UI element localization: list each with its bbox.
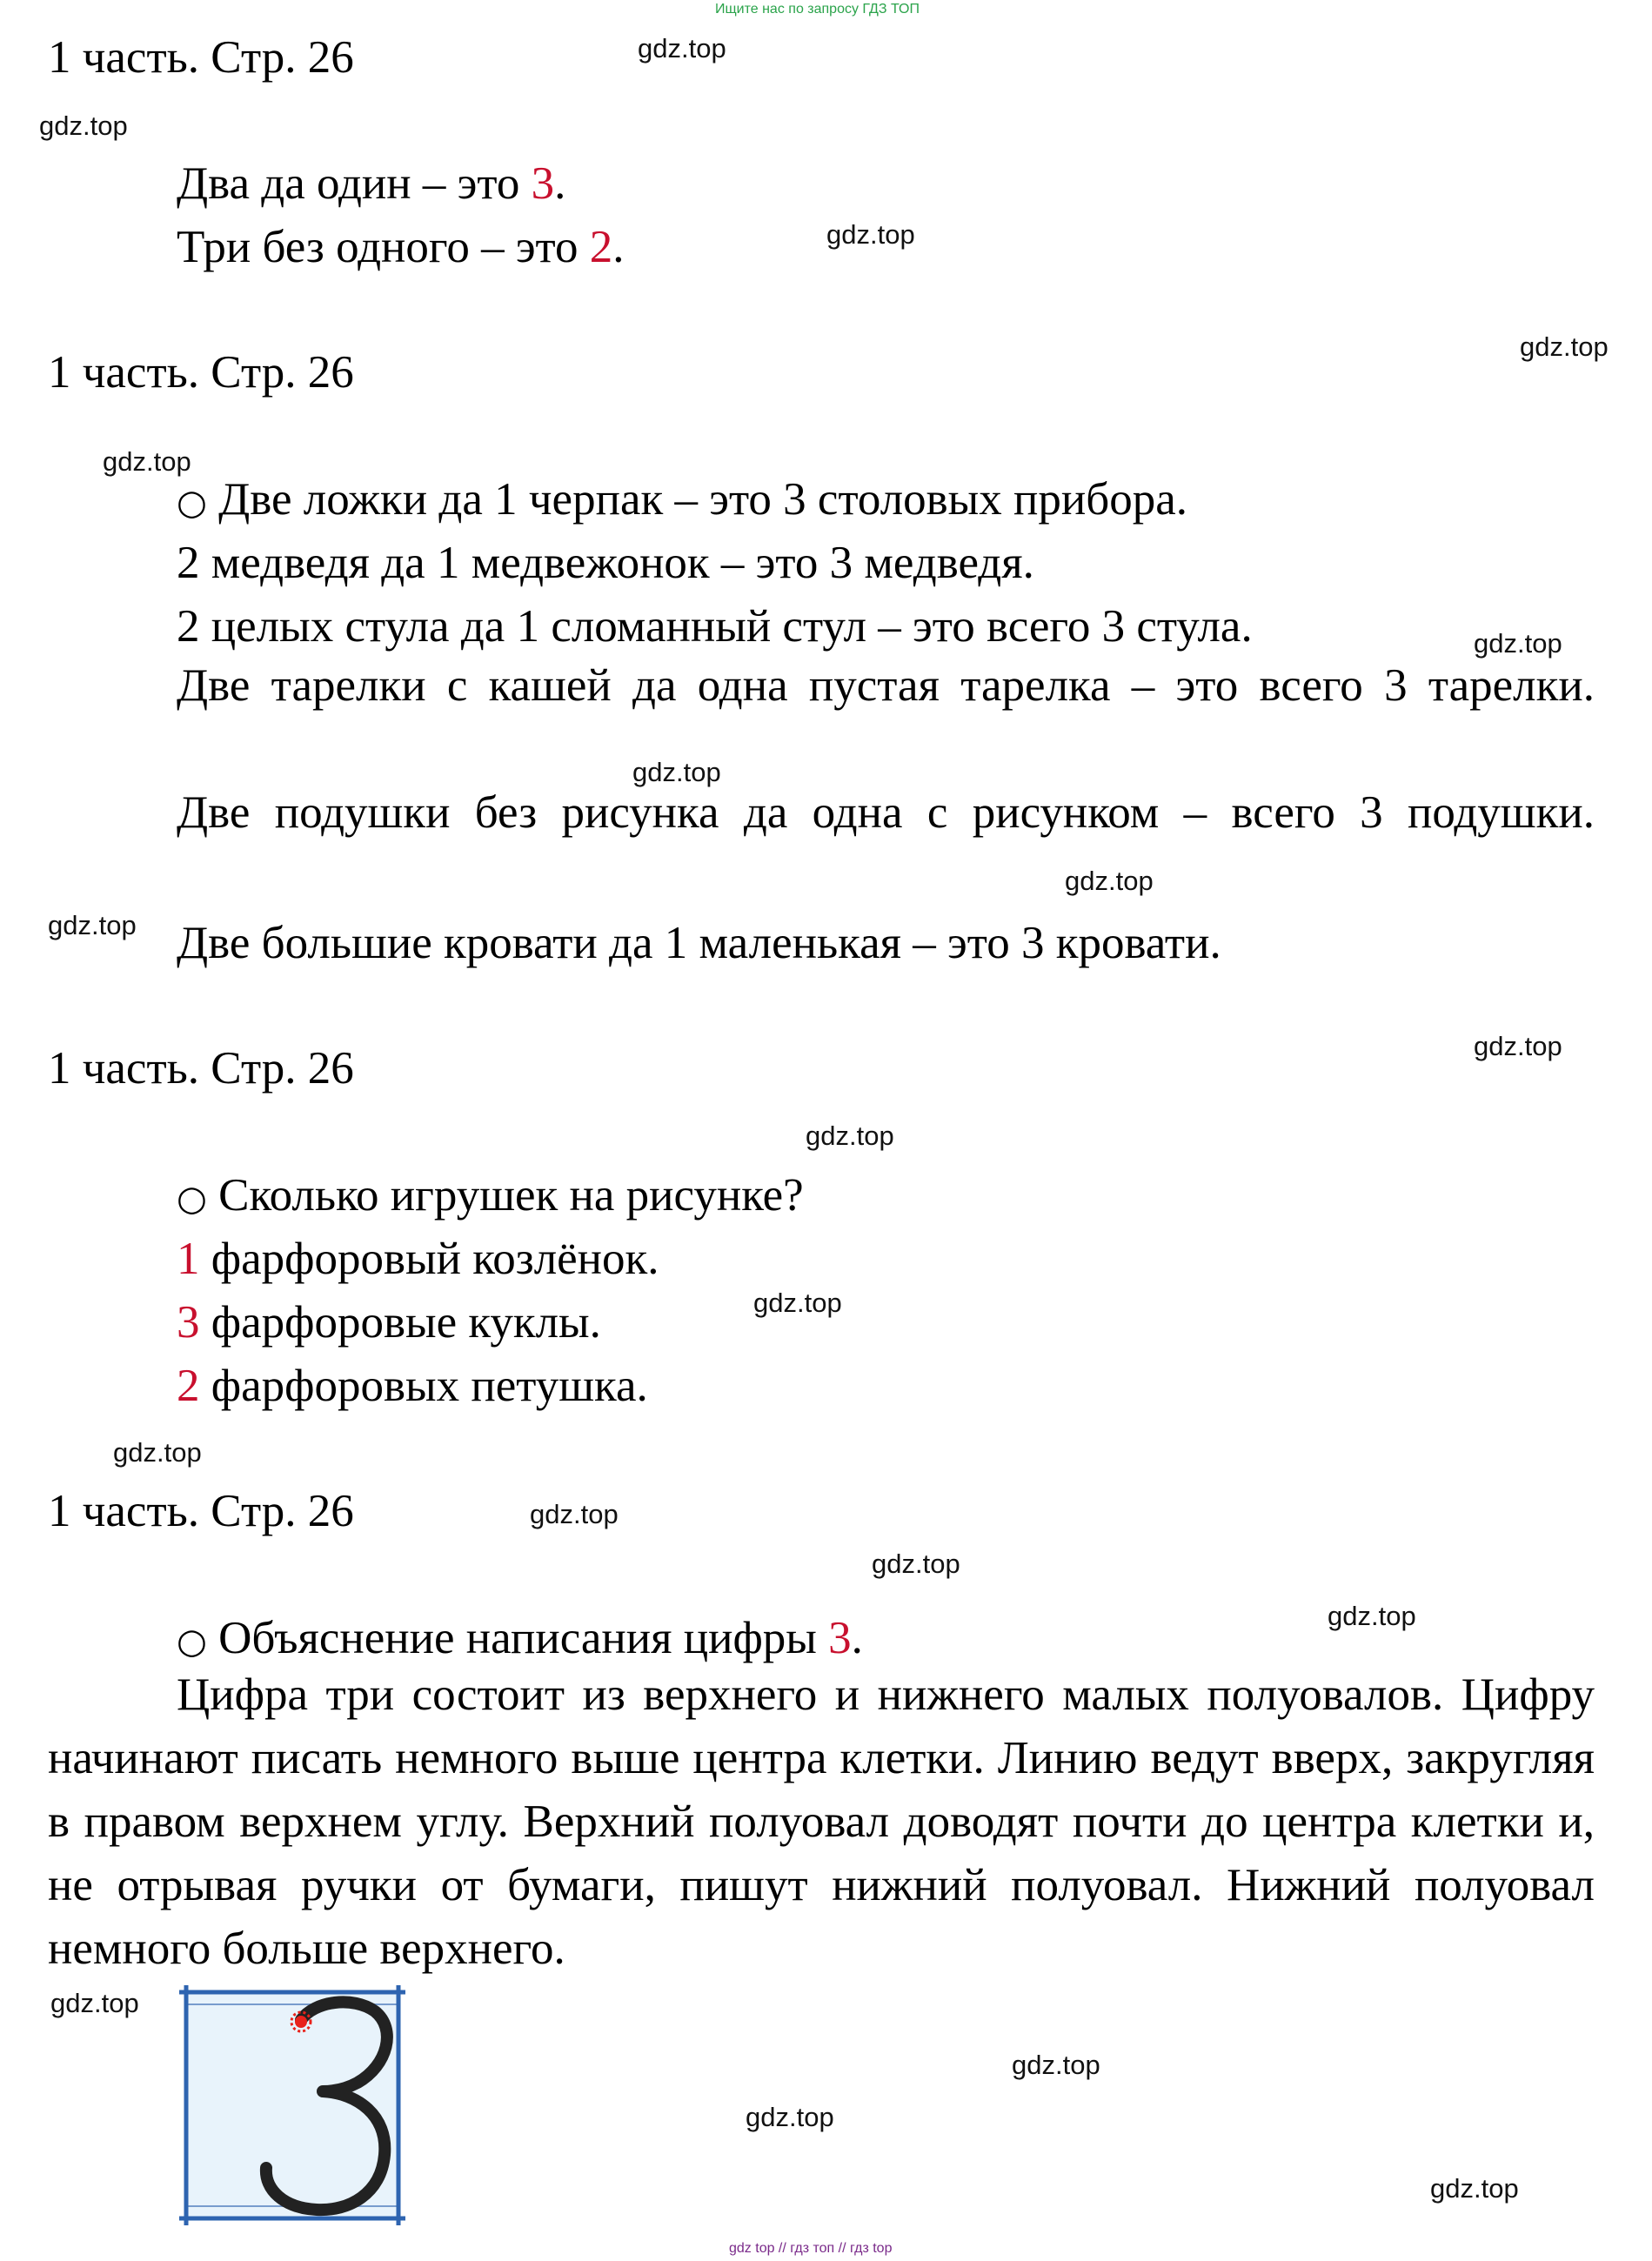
section-heading: 1 часть. Стр. 26 bbox=[48, 347, 354, 398]
answer-number: 3 bbox=[828, 1613, 852, 1663]
list-item: 3 фарфоровые куклы. bbox=[177, 1297, 601, 1348]
watermark: gdz.top bbox=[746, 2102, 834, 2132]
explanation-paragraph: Цифра три состоит из верхнего и нижнего малых полуовалов. Цифру начинают писать немного выше центра клетки. Линию ведут вверх, закругляя в правом верхнем углу. Верхний полуовал доводят почти до центра клетки и, не отрывая ручки от бумаги, пишут нижний полуовал. Нижний полуовал немного больше верхнего. bbox=[48, 1669, 1595, 1974]
bottom-banner: gdz top // гдз топ // гдз top bbox=[729, 2241, 893, 2256]
list-item: ○ Две ложки да 1 черпак – это 3 столовых прибора. bbox=[177, 474, 1188, 525]
watermark: gdz.top bbox=[48, 910, 137, 940]
answer-number: 2 bbox=[177, 1361, 200, 1411]
bullet-icon: ○ bbox=[177, 483, 207, 523]
answer-number: 3 bbox=[531, 158, 555, 209]
paragraph: Две подушки без рисунка да одна с рисунком – всего 3 подушки. bbox=[177, 787, 1595, 838]
section-heading: 1 часть. Стр. 26 bbox=[48, 1043, 354, 1094]
bullet-icon: ○ bbox=[177, 1622, 207, 1662]
list-item: 2 медведя да 1 медвежонок – это 3 медведя. bbox=[177, 538, 1034, 588]
question-line: ○ Сколько игрушек на рисунке? bbox=[177, 1170, 804, 1221]
list-item: 1 фарфоровый козлёнок. bbox=[177, 1234, 659, 1284]
top-banner: Ищите нас по запросу ГДЗ ТОП bbox=[715, 2, 920, 17]
bullet-icon: ○ bbox=[177, 1179, 207, 1219]
watermark: gdz.top bbox=[806, 1120, 894, 1151]
section-heading: 1 часть. Стр. 26 bbox=[48, 1486, 354, 1536]
section-heading: 1 часть. Стр. 26 bbox=[48, 32, 354, 83]
watermark: gdz.top bbox=[826, 219, 915, 250]
watermark: gdz.top bbox=[1474, 1031, 1562, 1061]
paragraph: Две тарелки с кашей да одна пустая тарелка – это всего 3 тарелки. bbox=[177, 660, 1595, 711]
question-line: ○ Объяснение написания цифры 3. bbox=[177, 1613, 863, 1663]
answer-line: Три без одного – это 2. bbox=[177, 222, 625, 272]
answer-line: Два да один – это 3. bbox=[177, 158, 566, 209]
watermark: gdz.top bbox=[872, 1549, 960, 1579]
watermark: gdz.top bbox=[632, 757, 721, 787]
watermark: gdz.top bbox=[1474, 628, 1562, 659]
watermark: gdz.top bbox=[530, 1499, 619, 1529]
list-item: 2 целых стула да 1 сломанный стул – это всего 3 стула. bbox=[177, 601, 1253, 652]
watermark: gdz.top bbox=[1012, 2050, 1100, 2080]
answer-number: 3 bbox=[177, 1297, 200, 1348]
watermark: gdz.top bbox=[638, 33, 726, 64]
watermark: gdz.top bbox=[1430, 2173, 1519, 2204]
watermark: gdz.top bbox=[50, 1988, 139, 2018]
watermark: gdz.top bbox=[753, 1288, 842, 1318]
watermark: gdz.top bbox=[1328, 1601, 1416, 1631]
watermark: gdz.top bbox=[103, 446, 191, 477]
watermark: gdz.top bbox=[113, 1437, 202, 1468]
watermark: gdz.top bbox=[39, 110, 128, 141]
list-item: Две большие кровати да 1 маленькая – это 3 кровати. bbox=[177, 918, 1221, 968]
answer-number: 2 bbox=[589, 222, 613, 272]
answer-number: 1 bbox=[177, 1234, 200, 1284]
digit-three-figure bbox=[179, 1985, 405, 2225]
watermark: gdz.top bbox=[1065, 866, 1154, 896]
list-item: 2 фарфоровых петушка. bbox=[177, 1361, 648, 1411]
watermark: gdz.top bbox=[1520, 331, 1609, 362]
